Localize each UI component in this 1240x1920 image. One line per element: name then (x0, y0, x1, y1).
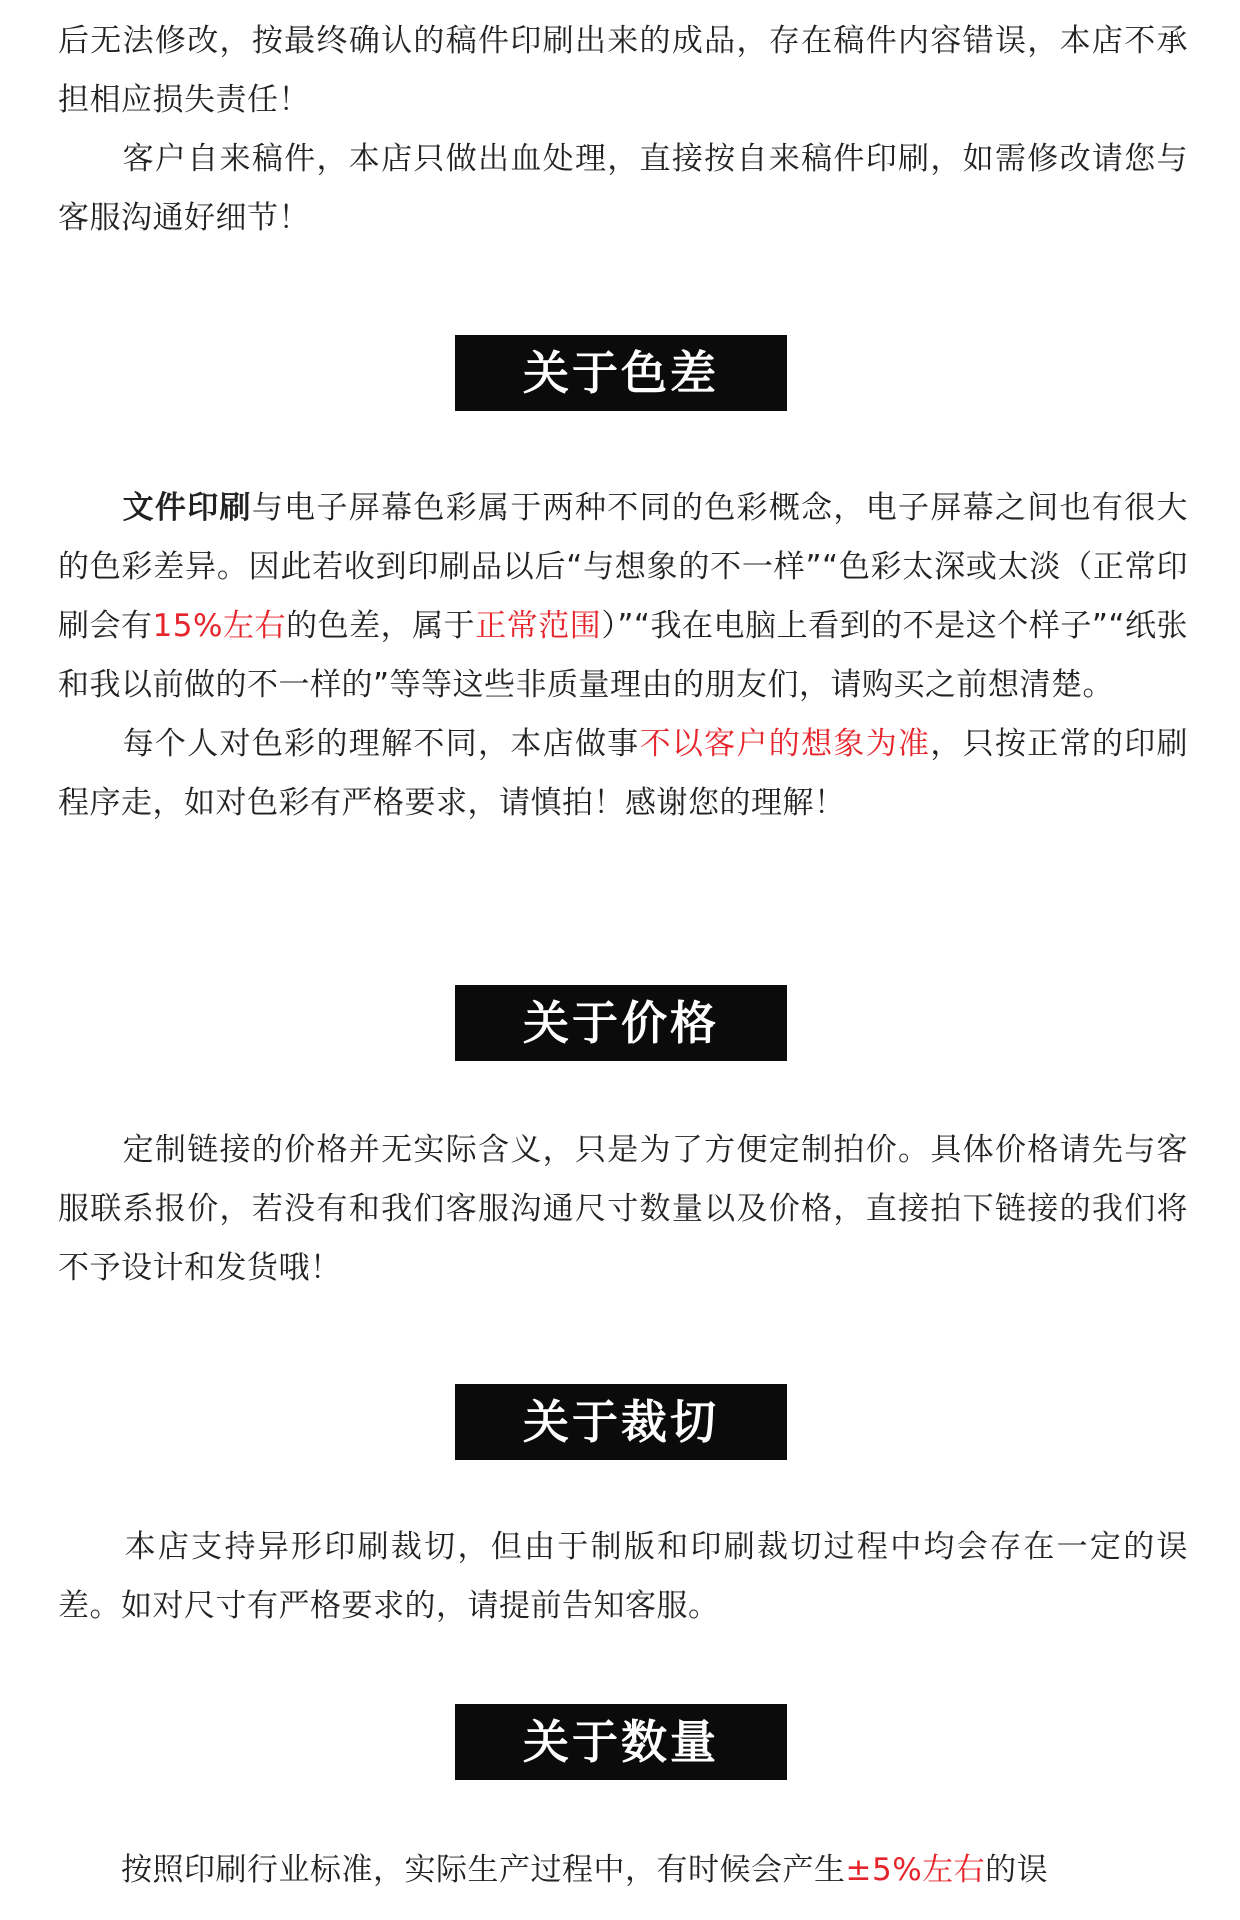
text-segment (58, 490, 123, 526)
intro-text (58, 12, 1188, 248)
section-title-price: 关于价格 (455, 985, 787, 1061)
highlight-text: 15%左右 (152, 608, 287, 644)
quantity-paragraph-1 (58, 1841, 1188, 1900)
section-title-color: 关于色差 (455, 335, 787, 411)
highlight-text: ±5%左右 (845, 1852, 986, 1888)
cut-paragraph-1 (58, 1518, 1188, 1636)
text-segment: ）”“我在电脑上看到的不是这个样子”“纸张和我以前做的不一样的”等等这些非质量理由的朋友们，请购买之前想清楚。 (58, 608, 1189, 703)
text-segment: 定制链接的价格并无实际含义，只是为了方便定制拍价。具体价格请先与客服联系报价，若没有和我们客服沟通尺寸数量以及价格，直接拍下链接的我们将不予设计和发货哦！ (58, 1132, 1188, 1286)
text-segment: 每个人对色彩的理解不同，本店做事 (58, 726, 640, 762)
color-paragraph-1 (58, 479, 1188, 715)
cut-text (58, 1518, 1188, 1636)
section-title-quantity: 关于数量 (455, 1704, 787, 1780)
emphasis-text: 文件印刷 (122, 490, 252, 526)
section-title-cut: 关于裁切 (455, 1384, 787, 1460)
text-segment: 客户自来稿件，本店只做出血处理，直接按自来稿件印刷，如需修改请您与客服沟通好细节！ (58, 141, 1188, 236)
highlight-text: 不以客户的想象为准 (639, 726, 931, 762)
text-segment: 的误 (985, 1852, 1049, 1888)
intro-paragraph-2 (58, 130, 1188, 248)
text-segment: 与电子屏幕色彩属于两种不同的色彩概念，电子屏幕之间也有很大的色彩差异。因此若收到印刷品以后“与想象的不一样”“色彩太深或太淡（正常印刷会有 (58, 490, 1189, 644)
text-segment: 后无法修改，按最终确认的稿件印刷出来的成品，存在稿件内容错误，本店不承担相应损失责任！ (58, 23, 1188, 118)
quantity-text (58, 1841, 1188, 1900)
text-segment: 按照印刷行业标准，实际生产过程中，有时候会产生 (58, 1852, 846, 1888)
text-segment: 的色差，属于 (286, 608, 476, 644)
color-paragraph-2 (58, 715, 1188, 833)
color-text (58, 479, 1188, 833)
price-text (58, 1121, 1188, 1298)
text-segment: 本店支持异形印刷裁切，但由于制版和印刷裁切过程中均会存在一定的误差。如对尺寸有严格要求的，请提前告知客服。 (58, 1529, 1188, 1624)
highlight-text: 正常范围 (475, 608, 602, 644)
text-segment: ，只按正常的印刷程序走，如对色彩有严格要求，请慎拍！感谢您的理解！ (58, 726, 1189, 821)
price-paragraph-1 (58, 1121, 1188, 1298)
intro-paragraph-1 (58, 12, 1188, 130)
